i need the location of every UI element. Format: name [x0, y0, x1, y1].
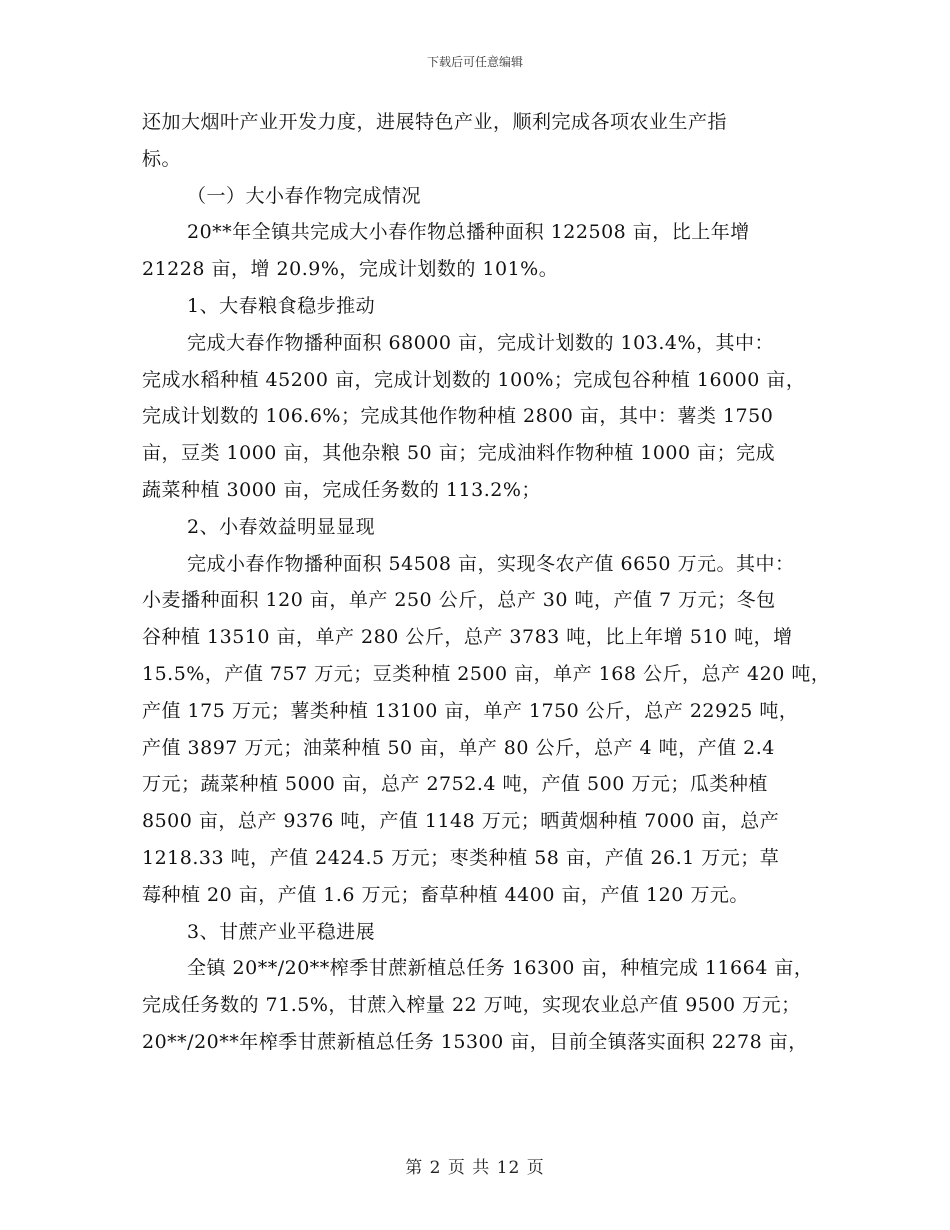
- body-line: 1218.33 吨，产值 2424.5 万元；枣类种植 58 亩，产值 26.1 万元；草: [142, 846, 780, 869]
- body-line: 20**年全镇共完成大小春作物总播种面积 122508 亩，比上年增: [187, 221, 750, 244]
- body-line: 谷种植 13510 亩，单产 280 公斤，总产 3783 吨，比上年增 510 吨，增: [142, 626, 793, 649]
- section-heading: （一）大小春作物完成情况: [187, 184, 422, 207]
- body-line: 完成任务数的 71.5%，甘蔗入榨量 22 万吨，实现农业总产值 9500 万元；: [142, 994, 801, 1017]
- body-line: 小麦播种面积 120 亩，单产 250 公斤，总产 30 吨，产值 7 万元；冬包: [142, 589, 776, 612]
- document-body: [142, 104, 832, 1061]
- body-line: 15.5%，产值 757 万元；豆类种植 2500 亩，单产 168 公斤，总产 420 吨，: [142, 662, 831, 685]
- body-line: 21228 亩，增 20.9%，完成计划数的 101%。: [142, 258, 559, 281]
- page-footer: 第 2 页 共 12 页: [405, 1158, 545, 1178]
- body-line: 万元；蔬菜种植 5000 亩，总产 2752.4 吨，产值 500 万元；瓜类种植: [142, 773, 768, 796]
- body-line: 完成计划数的 106.6%；完成其他作物种植 2800 亩，其中：薯类 1750: [142, 405, 774, 428]
- body-line: 亩，豆类 1000 亩，其他杂粮 50 亩；完成油料作物种植 1000 亩；完成: [142, 442, 776, 465]
- body-line: 全镇 20**/20**榨季甘蔗新植总任务 16300 亩，种植完成 11664 亩，: [187, 957, 814, 980]
- body-line: 产值 3897 万元；油菜种植 50 亩，单产 80 公斤，总产 4 吨，产值 2.4: [142, 736, 775, 759]
- subsection-heading: 3、甘蔗产业平稳进展: [187, 920, 376, 943]
- body-line: 产值 175 万元；薯类种植 13100 亩，单产 1750 公斤，总产 22925 吨，: [142, 699, 799, 722]
- body-line: 完成水稻种植 45200 亩，完成计划数的 100%；完成包谷种植 16000 亩，: [142, 368, 806, 391]
- body-line: 完成小春作物播种面积 54508 亩，实现冬农产值 6650 万元。其中：: [187, 552, 795, 575]
- page-header: 下载后可任意编辑: [426, 55, 523, 69]
- subsection-heading: 1、大春粮食稳步推动: [187, 294, 376, 317]
- body-line: 莓种植 20 亩，产值 1.6 万元；畜草种植 4400 亩，产值 120 万元。: [142, 883, 749, 906]
- body-line: 标。: [142, 147, 182, 170]
- body-line: 20**/20**年榨季甘蔗新植总任务 15300 亩，目前全镇落实面积 2278 亩，: [142, 1030, 808, 1053]
- body-line: 还加大烟叶产业开发力度，进展特色产业，顺利完成各项农业生产指: [142, 111, 728, 133]
- subsection-heading: 2、小春效益明显显现: [187, 515, 376, 538]
- body-line: 蔬菜种植 3000 亩，完成任务数的 113.2%；: [142, 478, 541, 501]
- body-line: 8500 亩，总产 9376 吨，产值 1148 万元；晒黄烟种植 7000 亩，总产: [142, 810, 780, 833]
- body-line: 完成大春作物播种面积 68000 亩，完成计划数的 103.4%，其中：: [187, 331, 775, 354]
